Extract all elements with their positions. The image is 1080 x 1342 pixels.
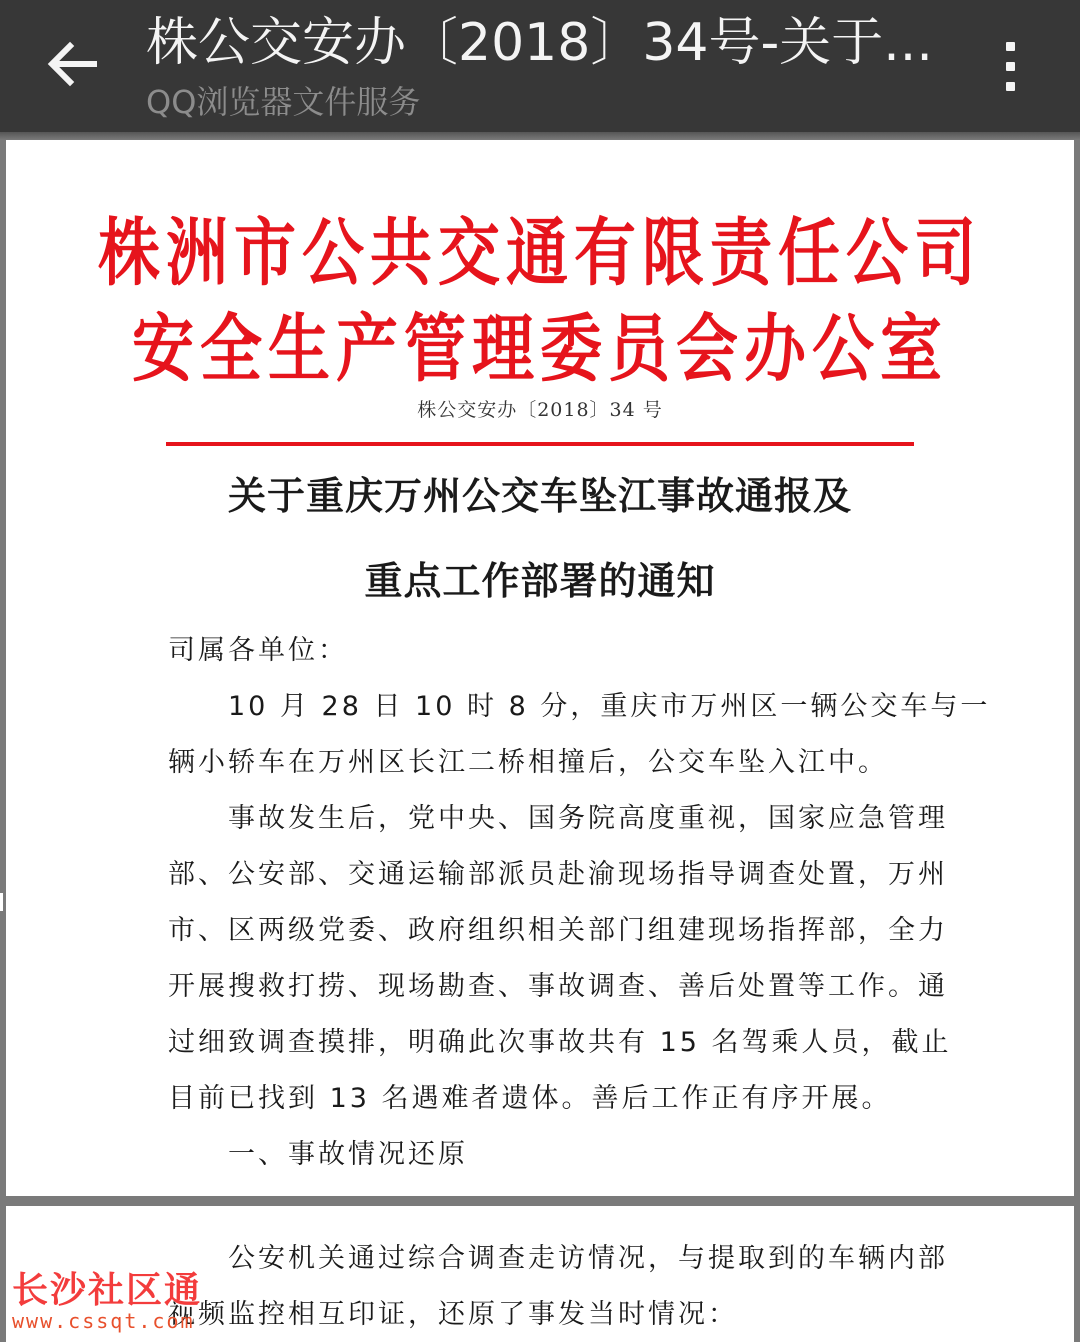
arrow-left-icon: [44, 36, 100, 92]
scroll-edge-mark: [0, 893, 3, 911]
document-title: 株公交安办〔2018〕34号-关于...: [146, 13, 933, 73]
document-source: QQ浏览器文件服务: [146, 83, 421, 121]
body-line: 10 月 28 日 10 时 8 分，重庆市万州区一辆公交车与一: [168, 691, 991, 722]
notice-title-line-1: 关于重庆万州公交车坠江事故通报及: [227, 473, 852, 518]
body-line: 开展搜救打捞、现场勘查、事故调查、善后处置等工作。通: [168, 971, 948, 1002]
more-vertical-icon: [1006, 42, 1015, 51]
app-bar: [0, 0, 1080, 132]
body-line: 过细致调查摸排，明确此次事故共有 15 名驾乘人员，截止: [168, 1027, 952, 1058]
body-line: 部、公安部、交通运输部派员赴渝现场指导调查处置，万州: [168, 859, 948, 890]
back-button[interactable]: [30, 22, 114, 106]
document-page-1[interactable]: [6, 140, 1074, 1196]
watermark: [12, 1262, 222, 1342]
letterhead-divider: [166, 442, 914, 446]
letterhead-org-line-1: 株洲市公共交通有限责任公司: [97, 209, 982, 296]
body-line: 辆小轿车在万州区长江二桥相撞后，公交车坠入江中。: [168, 747, 888, 778]
more-options-button[interactable]: [978, 24, 1042, 108]
body-line: 视频监控相互印证，还原了事发当时情况：: [168, 1299, 738, 1330]
body-line: 目前已找到 13 名遇难者遗体。善后工作正有序开展。: [168, 1083, 892, 1114]
watermark-name: 长沙社区通: [12, 1270, 203, 1311]
body-line: 市、区两级党委、政府组织相关部门组建现场指挥部，全力: [168, 915, 948, 946]
app-bar-shadow: [0, 132, 1080, 140]
body-line: 事故发生后，党中央、国务院高度重视，国家应急管理: [168, 803, 948, 834]
body-line: 公安机关通过综合调查走访情况，与提取到的车辆内部: [168, 1243, 948, 1274]
section-heading: 一、事故情况还原: [168, 1139, 468, 1170]
document-number: 株公交安办〔2018〕34 号: [417, 399, 663, 421]
notice-title-line-2: 重点工作部署的通知: [364, 558, 716, 603]
body-line: 司属各单位：: [168, 635, 348, 666]
letterhead-org-line-2: 安全生产管理委员会办公室: [131, 305, 948, 392]
title-area: [146, 8, 936, 124]
watermark-url: www.cssqt.com: [12, 1309, 195, 1333]
